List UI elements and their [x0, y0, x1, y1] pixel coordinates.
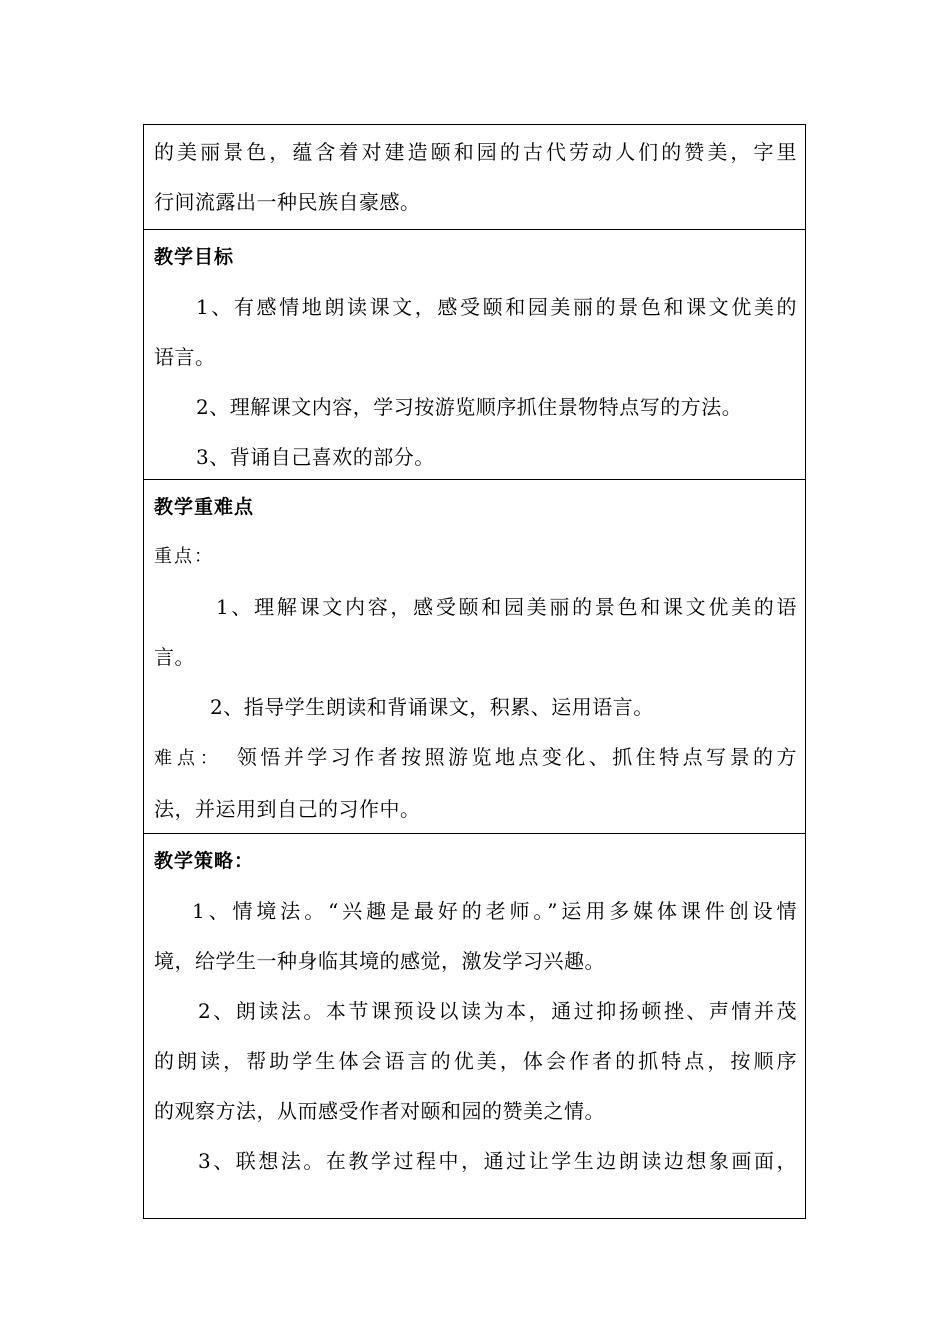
goal-item-1: 1、有感情地朗读课文，感受颐和园美丽的景色和课文优美的: [196, 295, 797, 319]
strategy-item-1: 1、情境法。“兴趣是最好的老师。”运用多媒体课件创设情: [192, 899, 797, 923]
intro-line-2: 行间流露出一种民族自豪感。: [154, 190, 421, 214]
intro-line-1: 的美丽景色，蕴含着对建造颐和园的古代劳动人们的赞美，字里: [154, 140, 797, 164]
goal-item-3: 3、背诵自己喜欢的部分。: [196, 445, 435, 469]
difficulty-item-1-cont: 法，并运用到自己的习作中。: [154, 797, 421, 821]
focus-item-1-cont: 言。: [154, 645, 195, 669]
key-points-cell: [144, 479, 805, 833]
goal-item-2: 2、理解课文内容，学习按游览顺序抓住景物特点写的方法。: [196, 395, 743, 419]
focus-item-1: 1、理解课文内容，感受颐和园美丽的景色和课文优美的语: [216, 595, 797, 619]
difficulty-label: 难点：: [154, 748, 223, 769]
strategy-item-2-cont-2: 的观察方法，从而感受作者对颐和园的赞美之情。: [154, 1099, 605, 1123]
intro-cell: [144, 125, 805, 229]
key-points-heading: 教学重难点: [154, 496, 255, 518]
strategy-item-2-cont-1: 的朗读，帮助学生体会语言的优美，体会作者的抓特点，按顺序: [154, 1049, 797, 1073]
goals-cell: [144, 229, 805, 479]
focus-label: 重点：: [154, 546, 214, 567]
strategy-heading: 教学策略：: [154, 850, 255, 872]
focus-item-2: 2、指导学生朗读和背诵课文，积累、运用语言。: [210, 695, 654, 719]
strategy-cell: [144, 833, 805, 1218]
goal-item-1-cont: 语言。: [154, 345, 216, 369]
strategy-item-1-cont: 境，给学生一种身临其境的感觉，激发学习兴趣。: [154, 949, 605, 973]
strategy-item-3: 3、联想法。在教学过程中，通过让学生边朗读边想象画面，: [198, 1149, 797, 1173]
goals-heading: 教学目标: [154, 246, 235, 268]
difficulty-item-1: 领悟并学习作者按照游览地点变化、抓住特点写景的方: [236, 745, 798, 769]
strategy-item-2: 2、朗读法。本节课预设以读为本，通过抑扬顿挫、声情并茂: [198, 999, 797, 1023]
lesson-plan-table: [143, 124, 806, 1219]
difficulty-row: [154, 732, 797, 784]
